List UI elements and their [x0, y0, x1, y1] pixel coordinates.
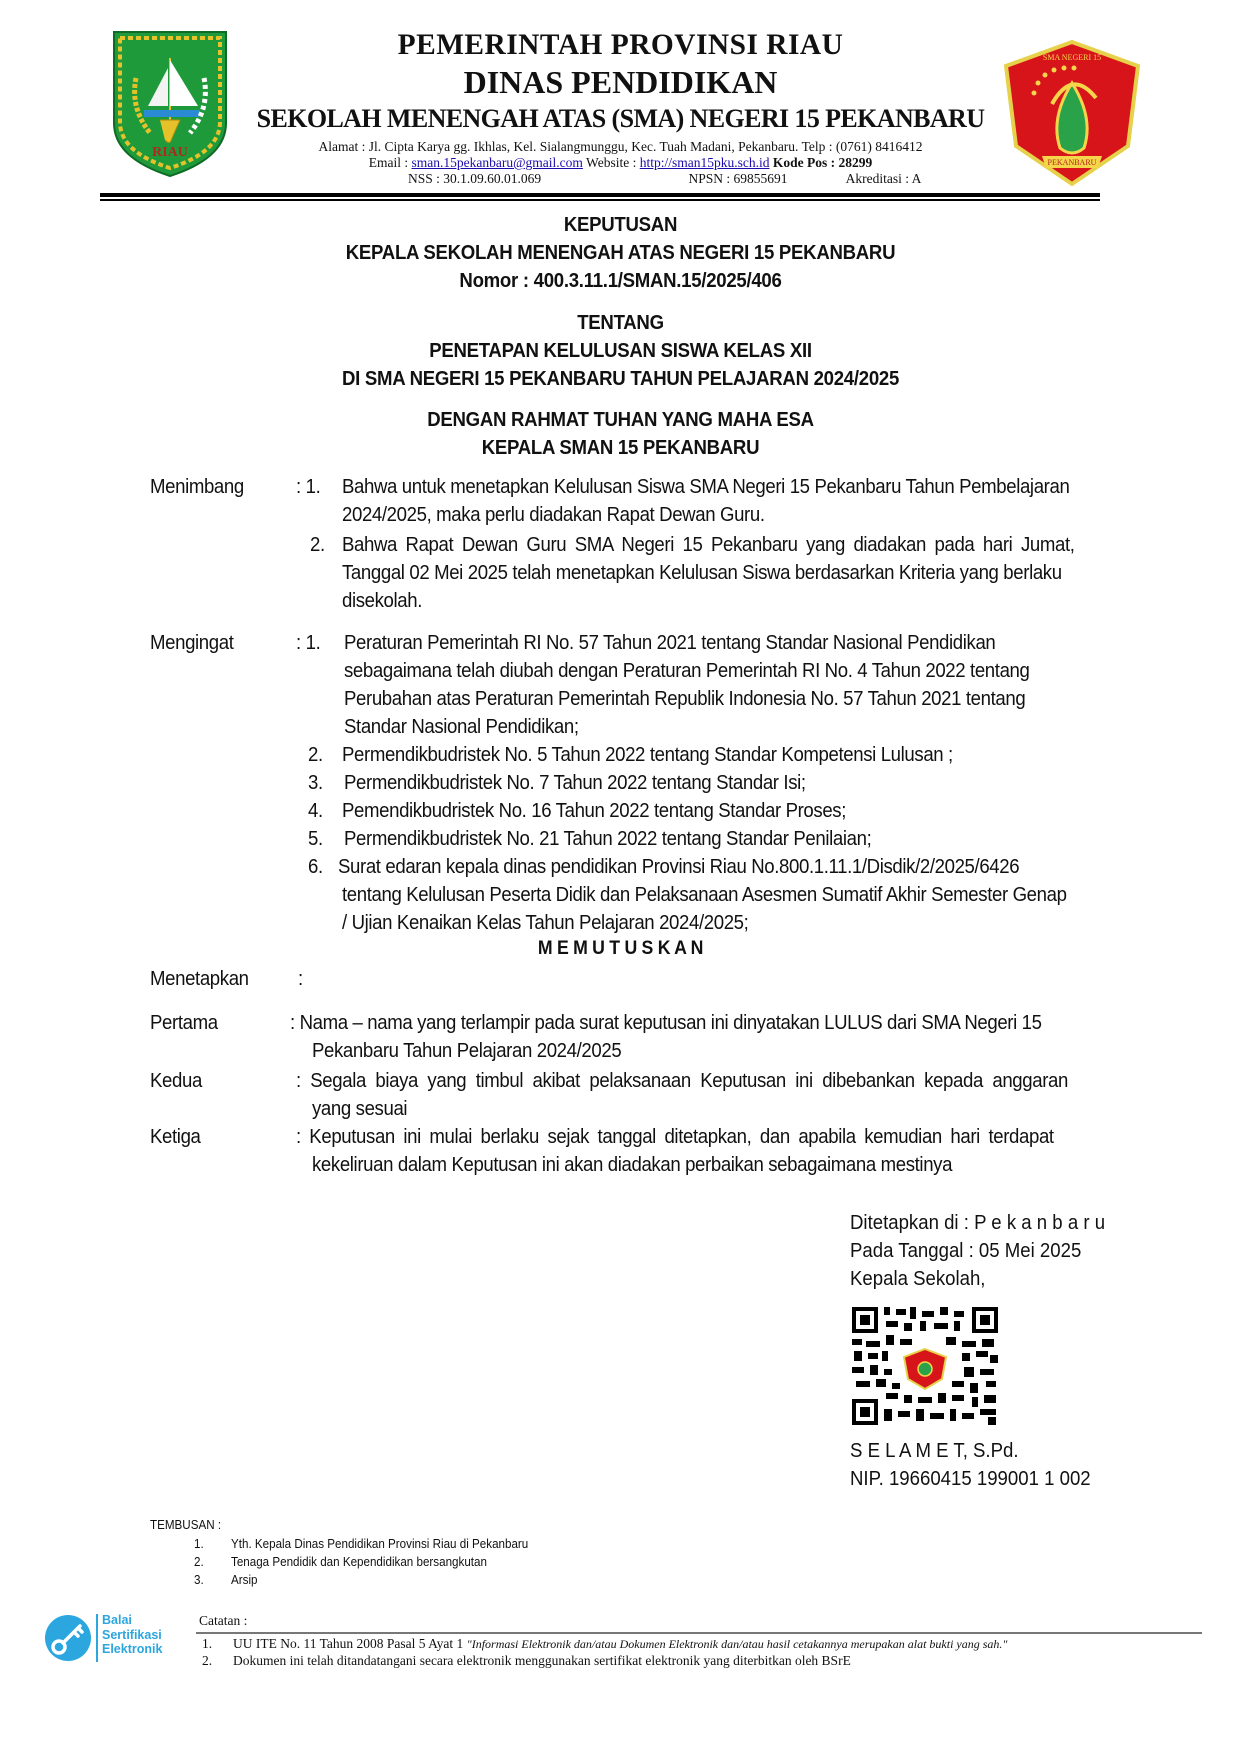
doc-number	[43, 270, 1197, 293]
tembusan-num-2: 2.	[194, 1555, 204, 1569]
catatan-num-1: 1.	[202, 1636, 213, 1651]
doc-number-label: Nomor :	[459, 270, 534, 292]
bsre-logo	[44, 1612, 184, 1664]
tembusan-item-2: Tenaga Pendidik dan Kependidikan bersangkutan	[231, 1555, 487, 1569]
tembusan-label: TEMBUSAN :	[150, 1518, 222, 1532]
mengingat-4: Pemendikbudristek No. 16 Tahun 2022 tentang Standar Proses;	[342, 800, 847, 822]
tembusan-num-1: 1.	[194, 1537, 204, 1551]
qr-code-signature[interactable]	[850, 1305, 1000, 1427]
decision-kedua-line-1: : Segala biaya yang timbul akibat pelaksanaan Keputusan ini dibebankan kepada anggaran	[296, 1070, 1068, 1092]
svg-text:SMA NEGERI 15: SMA NEGERI 15	[1042, 53, 1102, 62]
doc-type: KEPUTUSAN	[563, 214, 678, 236]
mengingat-num-1: : 1.	[296, 632, 321, 654]
issuer-short: KEPALA SMAN 15 PEKANBARU	[481, 437, 760, 459]
catatan-rule	[196, 1632, 1202, 1634]
catatan-num-2: 2.	[202, 1653, 213, 1668]
letterhead-department: DINAS PENDIDIKAN	[463, 64, 778, 100]
menimbang-num-2: 2.	[310, 534, 325, 556]
letterhead-rule-thin	[100, 199, 1100, 201]
signature-position: Kepala Sekolah,	[850, 1268, 986, 1290]
bsre-key-icon	[44, 1614, 92, 1662]
mengingat-3: Permendikbudristek No. 7 Tahun 2022 tentang Standar Isi;	[344, 772, 806, 794]
signatory-nip: NIP. 19660415 199001 1 002	[850, 1468, 1091, 1490]
menimbang-label: Menimbang	[150, 476, 244, 498]
svg-text:PEKANBARU: PEKANBARU	[1047, 158, 1097, 167]
catatan-item-1	[233, 1636, 1007, 1652]
menimbang-1-line-1: Bahwa untuk menetapkan Kelulusan Siswa SMA Negeri 15 Pekanbaru Tahun Pembelajaran	[342, 476, 1070, 498]
decision-ketiga-line-1: : Keputusan ini mulai berlaku sejak tanggal ditetapkan, dan apabila kemudian hari terdapat	[296, 1126, 1054, 1148]
mengingat-2: Permendikbudristek No. 5 Tahun 2022 tentang Standar Kompetensi Lulusan ;	[342, 744, 953, 766]
signatory-name: S E L A M E T, S.Pd.	[850, 1440, 1019, 1462]
mengingat-num-3: 3.	[308, 772, 323, 794]
catatan-item-1-quote: "Informasi Elektronik dan/atau Dokumen Elektronik dan/atau hasil cetakannya merupakan alat bukti yang sah."	[466, 1637, 1008, 1651]
bsre-logo-line-2: Sertifikasi	[102, 1627, 162, 1642]
menetapkan-colon: :	[298, 968, 303, 990]
mengingat-num-6: 6.	[308, 856, 323, 878]
decision-label-ketiga: Ketiga	[150, 1126, 201, 1148]
bsre-logo-line-3: Elektronik	[102, 1642, 163, 1656]
mengingat-1-line-3: Perubahan atas Peraturan Pemerintah Republik Indonesia No. 57 Tahun 2021 tentang	[344, 688, 1026, 710]
letterhead-rule-thick	[100, 193, 1100, 197]
nss: NSS : 30.1.09.60.01.069	[408, 171, 542, 186]
decision-ketiga-line-2: kekeliruan dalam Keputusan ini akan diadakan perbaikan sebagaimana mestinya	[312, 1154, 953, 1176]
menimbang-2-line-3: disekolah.	[342, 590, 423, 612]
catatan-label: Catatan :	[199, 1613, 248, 1628]
mengingat-1-line-4: Standar Nasional Pendidikan;	[344, 716, 579, 738]
decision-kedua-line-2: yang sesuai	[312, 1098, 408, 1120]
subject-line-2: DI SMA NEGERI 15 PEKANBARU TAHUN PELAJARAN 2024/2025	[341, 368, 900, 390]
mengingat-num-2: 2.	[308, 744, 323, 766]
mengingat-6-line-2: tentang Kelulusan Peserta Didik dan Pelaksanaan Asesmen Sumatif Akhir Semester Genap	[342, 884, 1067, 906]
invocation: DENGAN RAHMAT TUHAN YANG MAHA ESA	[427, 409, 814, 431]
letterhead-government: PEMERINTAH PROVINSI RIAU	[397, 28, 844, 61]
mengingat-6-line-1: Surat edaran kepala dinas pendidikan Provinsi Riau No.800.1.11.1/Disdik/2/2025/6426	[338, 856, 1020, 878]
menimbang-1-line-2: 2024/2025, maka perlu diadakan Rapat Dewan Guru.	[342, 504, 765, 526]
tembusan-item-3: Arsip	[231, 1573, 258, 1587]
accreditation: Akreditasi : A	[845, 171, 922, 186]
tembusan-item-1: Yth. Kepala Dinas Pendidikan Provinsi Riau di Pekanbaru	[231, 1537, 529, 1551]
letterhead-school-name: SEKOLAH MENENGAH ATAS (SMA) NEGERI 15 PEKANBARU	[256, 104, 985, 133]
catatan-item-2: Dokumen ini telah ditandatangani secara elektronik menggunakan sertifikat elektronik yang diterbitkan oleh BSrE	[233, 1653, 851, 1668]
menimbang-2-line-1: Bahwa Rapat Dewan Guru SMA Negeri 15 Pekanbaru yang diadakan pada hari Jumat,	[342, 534, 1075, 556]
tembusan-num-3: 3.	[194, 1573, 204, 1587]
postal-code: Kode Pos : 28299	[769, 155, 873, 170]
email-label: Email :	[368, 155, 412, 170]
subject-line-1: PENETAPAN KELULUSAN SISWA KELAS XII	[429, 340, 812, 362]
catatan-item-1-text: UU ITE No. 11 Tahun 2008 Pasal 5 Ayat 1	[233, 1636, 467, 1651]
bsre-logo-line-1: Balai	[102, 1613, 132, 1627]
letterhead-address: Alamat : Jl. Cipta Karya gg. Ikhlas, Kel. Sialangmunggu, Kec. Tuah Madani, Pekanbaru. Telp : (0761) 8416412	[318, 139, 923, 154]
memutuskan-heading: M E M U T U S K A N	[537, 938, 704, 959]
tentang-heading: TENTANG	[577, 312, 664, 334]
mengingat-num-5: 5.	[308, 828, 323, 850]
website-link[interactable]: http://sman15pku.sch.id	[639, 155, 770, 170]
mengingat-5: Permendikbudristek No. 21 Tahun 2022 tentang Standar Penilaian;	[344, 828, 872, 850]
svg-text:RIAU: RIAU	[152, 145, 188, 160]
email-link[interactable]: sman.15pekanbaru@gmail.com	[411, 155, 583, 170]
mengingat-1-line-1: Peraturan Pemerintah RI No. 57 Tahun 2021 tentang Standar Nasional Pendidikan	[344, 632, 996, 654]
decision-pertama-line-2: Pekanbaru Tahun Pelajaran 2024/2025	[312, 1040, 622, 1062]
doc-number-value: 400.3.11.1/SMAN.15/2025/406	[533, 270, 782, 292]
npsn: NPSN : 69855691	[688, 171, 788, 186]
mengingat-num-4: 4.	[308, 800, 323, 822]
signature-date: Pada Tanggal : 05 Mei 2025	[850, 1240, 1082, 1262]
issuer: KEPALA SEKOLAH MENENGAH ATAS NEGERI 15 PEKANBARU	[345, 242, 896, 264]
mengingat-6-line-3: / Ujian Kenaikan Kelas Tahun Pelajaran 2024/2025;	[342, 912, 749, 934]
menimbang-num-1: : 1.	[296, 476, 321, 498]
decision-label-kedua: Kedua	[150, 1070, 202, 1092]
menetapkan-label: Menetapkan	[150, 968, 249, 990]
mengingat-1-line-2: sebagaimana telah diubah dengan Peraturan Pemerintah RI No. 4 Tahun 2022 tentang	[344, 660, 1030, 682]
school-logo	[1000, 38, 1145, 188]
decision-label-pertama: Pertama	[150, 1012, 218, 1034]
website-label: Website :	[582, 155, 640, 170]
menimbang-2-line-2: Tanggal 02 Mei 2025 telah menetapkan Kelulusan Siswa berdasarkan Kriteria yang berlaku	[342, 562, 1062, 584]
decision-pertama-line-1: : Nama – nama yang terlampir pada surat keputusan ini dinyatakan LULUS dari SMA Negeri 15	[290, 1012, 1042, 1034]
mengingat-label: Mengingat	[150, 632, 234, 654]
signature-place: Ditetapkan di : P e k a n b a r u	[850, 1212, 1106, 1234]
